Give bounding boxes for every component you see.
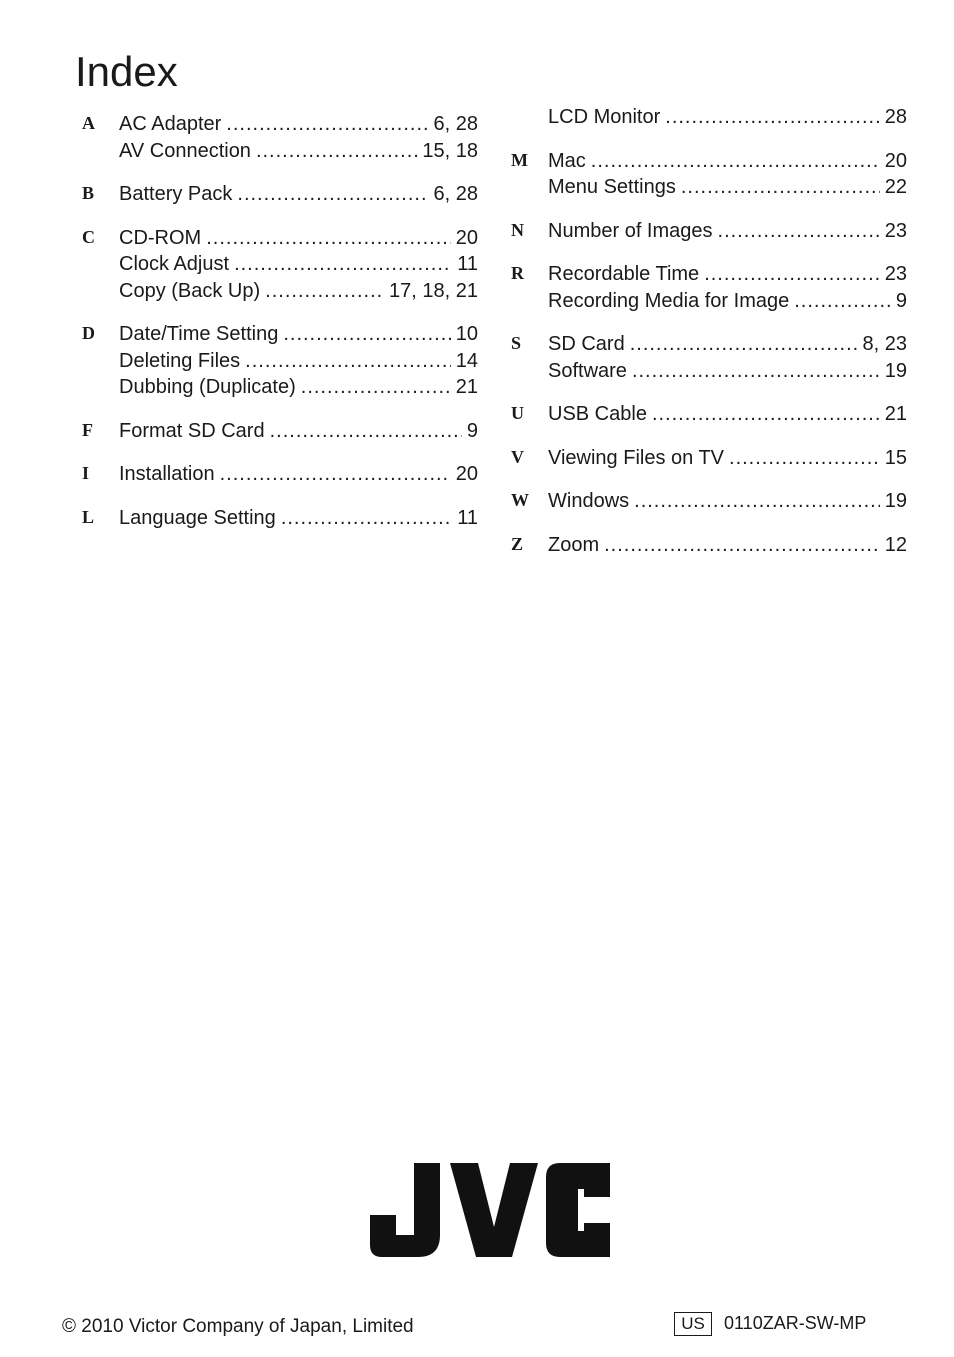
dot-leader [630,331,858,358]
dot-leader [234,251,452,278]
logo-letter-v [450,1163,538,1257]
document-code: 0110ZAR-SW-MP [724,1313,867,1333]
dot-leader [281,505,452,532]
entry-term: Recording Media for Image [548,289,790,312]
logo-letter-j [370,1163,440,1257]
entry-term: Zoom [548,533,600,556]
index-entry [548,261,907,288]
entry-term: Viewing Files on TV [548,446,725,469]
entry-term: Software [548,359,627,382]
entry-pages: 23 [884,263,907,285]
index-group [511,401,907,428]
dot-leader [794,288,891,315]
dot-leader [220,461,451,488]
index-entry [119,321,478,348]
index-group [511,104,907,131]
entry-pages: 9 [466,419,478,442]
index-group [511,488,907,515]
entry-term: Clock Adjust [119,253,230,275]
entry-term: AC Adapter [119,113,222,135]
entry-pages: 20 [455,463,478,485]
entry-pages: 6, 28 [433,113,478,135]
entry-term: CD-ROM [119,226,202,249]
index-entry [119,418,478,445]
index-entry [548,148,907,175]
index-group [82,111,478,164]
index-group [511,261,907,314]
entry-pages: 9 [895,289,907,312]
entry-term: USB Cable [548,403,647,425]
region-badge: US [674,1312,712,1336]
index-letter: R [511,263,524,283]
index-entry [548,358,907,385]
copyright-text: © 2010 Victor Company of Japan, Limited [62,1316,414,1337]
index-entry [119,225,478,252]
index-entry [548,445,907,472]
entry-term: Number of Images [548,219,713,242]
index-entry [548,104,907,131]
entry-term: AV Connection [119,139,251,162]
entry-pages: 15 [884,446,907,469]
index-entry [548,174,907,201]
entry-pages: 10 [455,323,478,345]
entry-term: Menu Settings [548,176,676,198]
entry-pages: 17, 18, 21 [389,279,478,302]
index-group [511,218,907,245]
index-letter: I [82,463,90,483]
entry-pages: 20 [884,149,907,172]
dot-leader [632,358,880,385]
entry-pages: 15, 18 [422,139,478,162]
dot-leader [256,138,417,165]
entry-pages: 23 [884,219,907,242]
entry-term: Battery Pack [119,183,233,205]
index-entry [548,331,907,358]
index-letter: Z [511,533,524,554]
entry-pages: 11 [457,253,478,275]
entry-term: Mac [548,149,586,172]
index-entry [548,488,907,515]
dot-leader [245,348,451,375]
entry-pages: 22 [884,176,907,198]
entry-term: Copy (Back Up) [119,279,261,302]
index-group [511,532,907,559]
entry-term: Windows [548,490,630,512]
index-entry [119,111,478,138]
index-letter: B [82,183,95,203]
index-letter: S [511,333,522,353]
index-entry [548,288,907,315]
dot-leader [729,445,880,472]
index-entry [548,401,907,428]
dot-leader [652,401,880,428]
dot-leader [206,225,451,252]
entry-term: Language Setting [119,506,276,529]
index-entry [548,218,907,245]
index-group [511,445,907,472]
page-title: Index [75,48,178,95]
entry-term: Installation [119,463,215,485]
dot-leader [665,104,879,131]
entry-term: Format SD Card [119,419,265,442]
dot-leader [604,532,880,559]
dot-leader [265,278,384,305]
entry-pages: 11 [457,506,478,529]
index-letter: C [82,226,95,247]
entry-pages: 19 [884,490,907,512]
index-letter: L [82,506,95,527]
entry-term: Recordable Time [548,263,700,285]
index-entry [119,505,478,532]
index-entry [119,348,478,375]
entry-term: LCD Monitor [548,106,661,128]
index-letter: W [511,490,529,510]
index-letter: F [82,419,93,440]
dot-leader [226,111,428,138]
entry-pages: 19 [884,359,907,382]
index-entry [548,532,907,559]
index-group [82,225,478,305]
entry-pages: 21 [455,376,478,398]
index-entry [119,251,478,278]
entry-term: Date/Time Setting [119,323,279,345]
dot-leader [704,261,880,288]
entry-pages: 21 [884,403,907,425]
dot-leader [718,218,880,245]
entry-pages: 6, 28 [433,183,478,205]
index-letter: V [511,446,524,467]
entry-pages: 28 [884,106,907,128]
index-entry [119,374,478,401]
index-letter: M [511,149,528,170]
index-entry [119,138,478,165]
dot-leader [591,148,880,175]
entry-term: Deleting Files [119,349,241,372]
entry-term: Dubbing (Duplicate) [119,376,296,398]
index-group [82,461,478,488]
jvc-logo-icon [370,1163,610,1257]
index-group [511,148,907,201]
index-letter: D [82,323,95,343]
dot-leader [270,418,462,445]
index-entry [119,461,478,488]
index-column-left [82,111,478,548]
entry-pages: 20 [455,226,478,249]
index-letter: U [511,403,524,423]
dot-leader [237,181,428,208]
index-group [82,505,478,532]
index-letter: A [82,113,95,133]
index-entry [119,278,478,305]
index-column-right [511,104,907,575]
dot-leader [283,321,450,348]
entry-term: SD Card [548,333,625,355]
dot-leader [634,488,880,515]
dot-leader [301,374,451,401]
index-letter: N [511,219,524,240]
index-group [82,321,478,401]
entry-pages: 12 [884,533,907,556]
dot-leader [681,174,880,201]
index-entry [119,181,478,208]
index-group [82,181,478,208]
index-group [511,331,907,384]
entry-pages: 14 [455,349,478,372]
index-group [82,418,478,445]
logo-letter-c [546,1163,610,1257]
entry-pages: 8, 23 [862,333,907,355]
